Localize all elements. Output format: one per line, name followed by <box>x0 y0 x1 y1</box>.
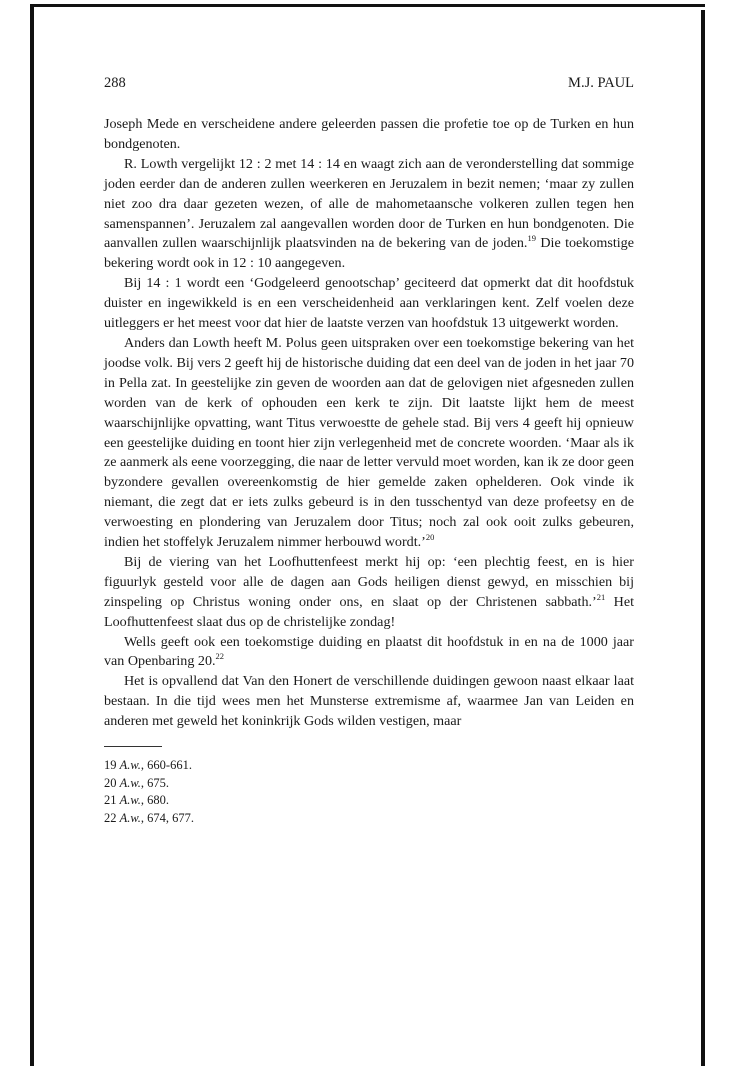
footnote: 19 A.w., 660-661. <box>104 758 192 773</box>
footnote-ref[interactable]: 22 <box>215 651 225 662</box>
paragraph: Wells geeft ook een toekomstige duiding en plaatst dit hoofdstuk in en na de 1000 jaar van Openbaring 20.22 <box>104 633 634 670</box>
footnote-ref[interactable]: 19 <box>527 233 536 244</box>
paragraph: R. Lowth vergelijkt 12 : 2 met 14 : 14 en waagt zich aan de veronderstelling dat sommige joden eerder dan de anderen zullen weerkeren en Jeruzalem in bezit nemen; ‘maar zy zullen niet zoo dra daar gezeten wezen, of alle de mahometaansche volkeren zullen tegen hen samenspannen’. Jeruzalem zal aangevallen worden door de Turken en hun bondgenoten. Die aanvallen zullen waarschijnlijk plaatsvinden na de bekering van de joden.$^{19}$ Die toekomstige bekering wordt ook in 12 : 10 aangegeven. <box>104 155 634 272</box>
page-number: 288 <box>104 75 126 91</box>
footnote: 21 A.w., 680. <box>104 793 170 808</box>
paragraph: Anders dan Lowth heeft M. Polus geen uitspraken over een toekomstige bekering van het joodse volk. Bij vers 2 geeft hij de historische duiding dat een deel van de joden in het jaar 70 in Pella zat. In geestelijke zin geven de woorden aan dat de gelovigen niet afgesneden zullen worden van de kerk of ophouden een kerk te zijn. Dit laatste lijkt hem de meest waarschijnlijke opvatting, want Titus verwoestte de gehele stad. Bij vers 4 geeft hij opnieuw een geestelijke duiding en toont hier zijn verlegenheid met de concrete woorden. ‘Maar als ik ze aanmerk als eene voorzegging, die naar de letter vervuld moet worden, kan ik ze door geen byzondere gevallen overeenkomstig de hier gemelde zaken ophelderen. Ook vinde ik niemant, die zegt dat er iets zulks gebeurd is in den tusschentyd van deze profeetsy en de verwoesting en plondering van Jeruzalem door Titus; noch zal ook ooit zulks gebeuren, indien het stoffelyk Jeruzalem nimmer herbouwd wordt.’$^{20}$ <box>104 334 634 551</box>
paragraph: Bij 14 : 1 wordt een ‘Godgeleerd genootschap’ geciteerd dat opmerkt dat dit hoofdstuk duister en ingewikkeld is en een verscheidenheid aan verklaringen kent. Zelf voelen deze uitleggers er het meest voor dat hier de laatste verzen van hoofdstuk 13 uitgewerkt worden. <box>104 275 634 332</box>
footnote-ref[interactable]: 20 <box>425 532 435 543</box>
footnote-ref[interactable]: 21 <box>596 591 606 602</box>
scan-border-top <box>30 4 705 7</box>
running-head <box>104 74 634 92</box>
paragraph: Het is opvallend dat Van den Honert de verschillende duidingen gewoon naast elkaar laat bestaan. In die tijd wees men het Munsterse extremisme af, waarmee Jan van Leiden en anderen met geweld het koninkrijk Gods wilden vestigen, maar <box>104 673 634 730</box>
footnotes <box>104 757 634 827</box>
footnote: 20 A.w., 675. <box>104 775 170 790</box>
footnote: 22 A.w., 674, 677. <box>104 810 195 825</box>
body-text <box>104 115 634 732</box>
scan-border-left <box>30 6 34 1066</box>
scan-border-right <box>701 10 705 1066</box>
book-page <box>104 74 634 827</box>
paragraph: Bij de viering van het Loofhuttenfeest merkt hij op: ‘een plechtig feest, en is hier figuurlyk gesteld voor alle de dagen aan Gods heiligen dienst gewyd, en misschien bij zinspeling op Christus woning onder ons, en slaat op der Christenen sabbath.’$^{21}$ Het Loofhuttenfeest slaat dus op de christelijke zondag! <box>104 553 634 630</box>
paragraph: Joseph Mede en verscheidene andere geleerden passen die profetie toe op de Turken en hun bondgenoten. <box>104 116 634 152</box>
footnote-divider <box>104 746 162 747</box>
running-head-author: M.J. PAUL <box>568 75 634 91</box>
